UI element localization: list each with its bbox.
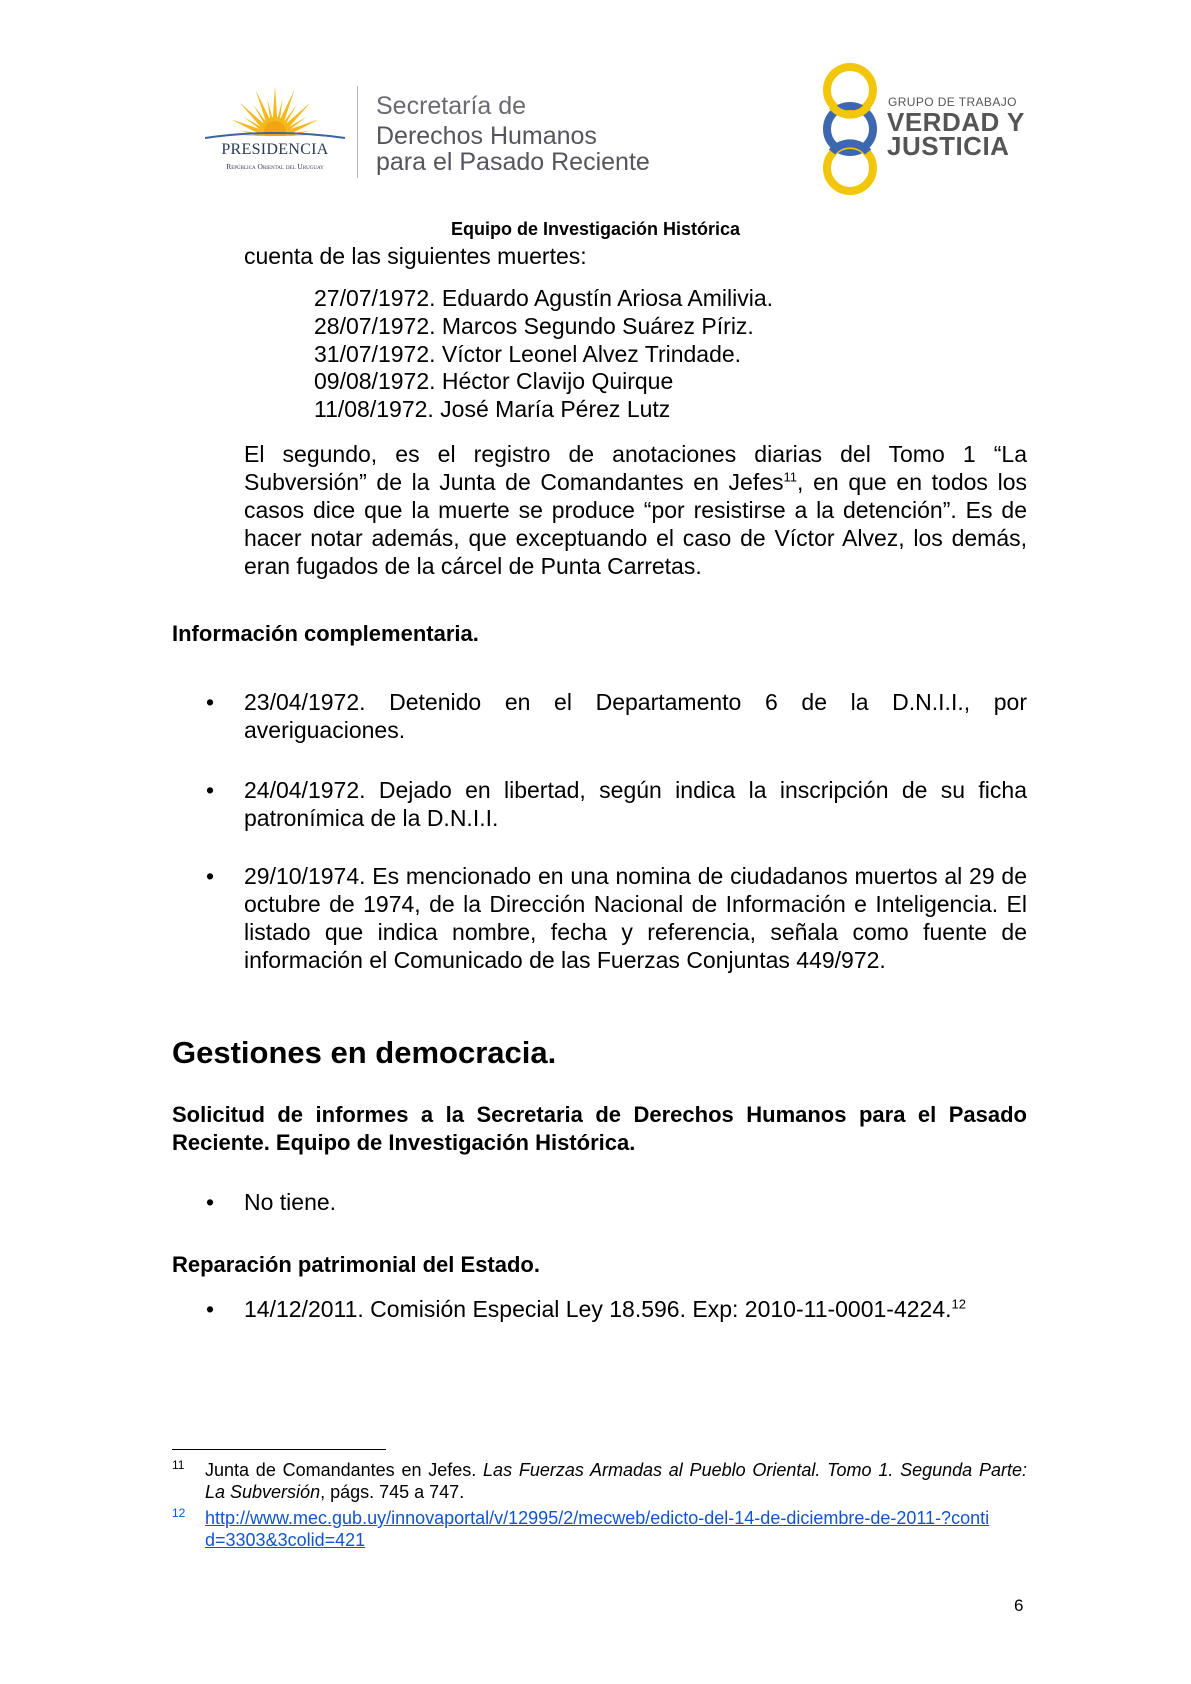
deaths-list — [314, 285, 773, 424]
paragraph-part-1: El segundo, es el registro de anotaciones diarias del Tomo 1 “La Subversión” de la Junta de Comandantes en Jefes — [244, 441, 1027, 495]
footnote-12 — [205, 1507, 995, 1551]
reparacion-item — [244, 1295, 966, 1323]
info-heading: Información complementaria. — [172, 621, 479, 646]
intro-line: cuenta de las siguientes muertes: — [244, 243, 587, 269]
presidencia-subtitle: República Oriental del Uruguay — [226, 162, 324, 171]
verdad-label: VERDAD Y — [887, 107, 1025, 137]
page-number: 6 — [1014, 1596, 1024, 1615]
footnote-number-11: 11 — [172, 1458, 185, 1472]
secretaria-line-3: para el Pasado Reciente — [376, 148, 650, 176]
footnote-12-link[interactable]: http://www.mec.gub.uy/innovaportal/v/12995/2/mecweb/edicto-del-14-de-diciembre-de-2011-?contid=3303&3colid=421 — [205, 1508, 990, 1550]
secretaria-line-1: Secretaría de — [376, 92, 527, 120]
info-item: 24/04/1972. Dejado en libertad, según indica la inscripción de su ficha patronímica de la D.N.I.I. — [244, 777, 1027, 831]
footnote-11 — [205, 1459, 1027, 1503]
bullet-icon: • — [206, 1296, 215, 1322]
footnote-ref-12[interactable]: 12 — [951, 1296, 966, 1312]
death-item: 09/08/1972. Héctor Clavijo Quirque — [314, 368, 674, 395]
justicia-label: JUSTICIA — [887, 131, 1010, 161]
death-item: 11/08/1972. José María Pérez Lutz — [314, 396, 671, 423]
solicitud-item: No tiene. — [244, 1189, 337, 1215]
grupo-label: GRUPO DE TRABAJO — [888, 95, 1017, 109]
rings-logo-icon — [812, 62, 898, 196]
header-divider — [357, 86, 358, 178]
equipo-title: Equipo de Investigación Histórica — [450, 219, 741, 239]
secretaria-line-2: Derechos Humanos — [376, 122, 597, 150]
footnote-11-text-b: , págs. 745 a 747. — [320, 1482, 465, 1502]
gestiones-heading: Gestiones en democracia. — [172, 1035, 557, 1070]
bullet-icon: • — [206, 863, 215, 889]
footnote-separator — [172, 1449, 386, 1450]
body-paragraph — [244, 440, 1027, 580]
presidencia-label: PRESIDENCIA — [221, 141, 329, 158]
footnote-11-title: Las Fuerzas Armadas al Pueblo Oriental. Tomo 1. Segunda Parte: La Subversión — [205, 1460, 1027, 1502]
footnote-ref-11[interactable]: 11 — [783, 469, 798, 485]
bullet-icon: • — [206, 689, 215, 715]
death-item: 27/07/1972. Eduardo Agustín Ariosa Amilivia. — [314, 285, 774, 311]
reparacion-heading: Reparación patrimonial del Estado. — [172, 1252, 540, 1277]
bullet-icon: • — [206, 777, 215, 803]
footnote-number-12: 12 — [172, 1506, 186, 1520]
death-item: 31/07/1972. Víctor Leonel Alvez Trindade. — [314, 340, 742, 367]
info-item: 23/04/1972. Detenido en el Departamento 6 de la D.N.I.I., por averiguaciones. — [244, 689, 1027, 743]
footnote-11-text-a: Junta de Comandantes en Jefes. — [205, 1460, 484, 1480]
bullet-icon: • — [206, 1189, 215, 1215]
reparacion-item-text: 14/12/2011. Comisión Especial Ley 18.596. Exp: 2010-11-0001-4224. — [244, 1296, 952, 1322]
death-item: 28/07/1972. Marcos Segundo Suárez Píriz. — [314, 312, 754, 339]
paragraph-part-2: , en que en todos los casos dice que la muerte se produce “por resistirse a la detención”. Es de hacer notar además, que exceptuando el caso de Víctor Alvez, los demás, eran fugados de la cárcel de Punta Carretas. — [244, 469, 1027, 579]
info-item: 29/10/1974. Es mencionado en una nomina de ciudadanos muertos al 29 de octubre de 1974, de la Dirección Nacional de Información e Inteligencia. El listado que indica nombre, fecha y referencia, señala como fuente de información el Comunicado de las Fuerzas Conjuntas 449/972. — [244, 863, 1027, 973]
solicitud-heading: Solicitud de informes a la Secretaria de Derechos Humanos para el Pasado Reciente. Equipo de Investigación Histórica. — [172, 1102, 1027, 1155]
